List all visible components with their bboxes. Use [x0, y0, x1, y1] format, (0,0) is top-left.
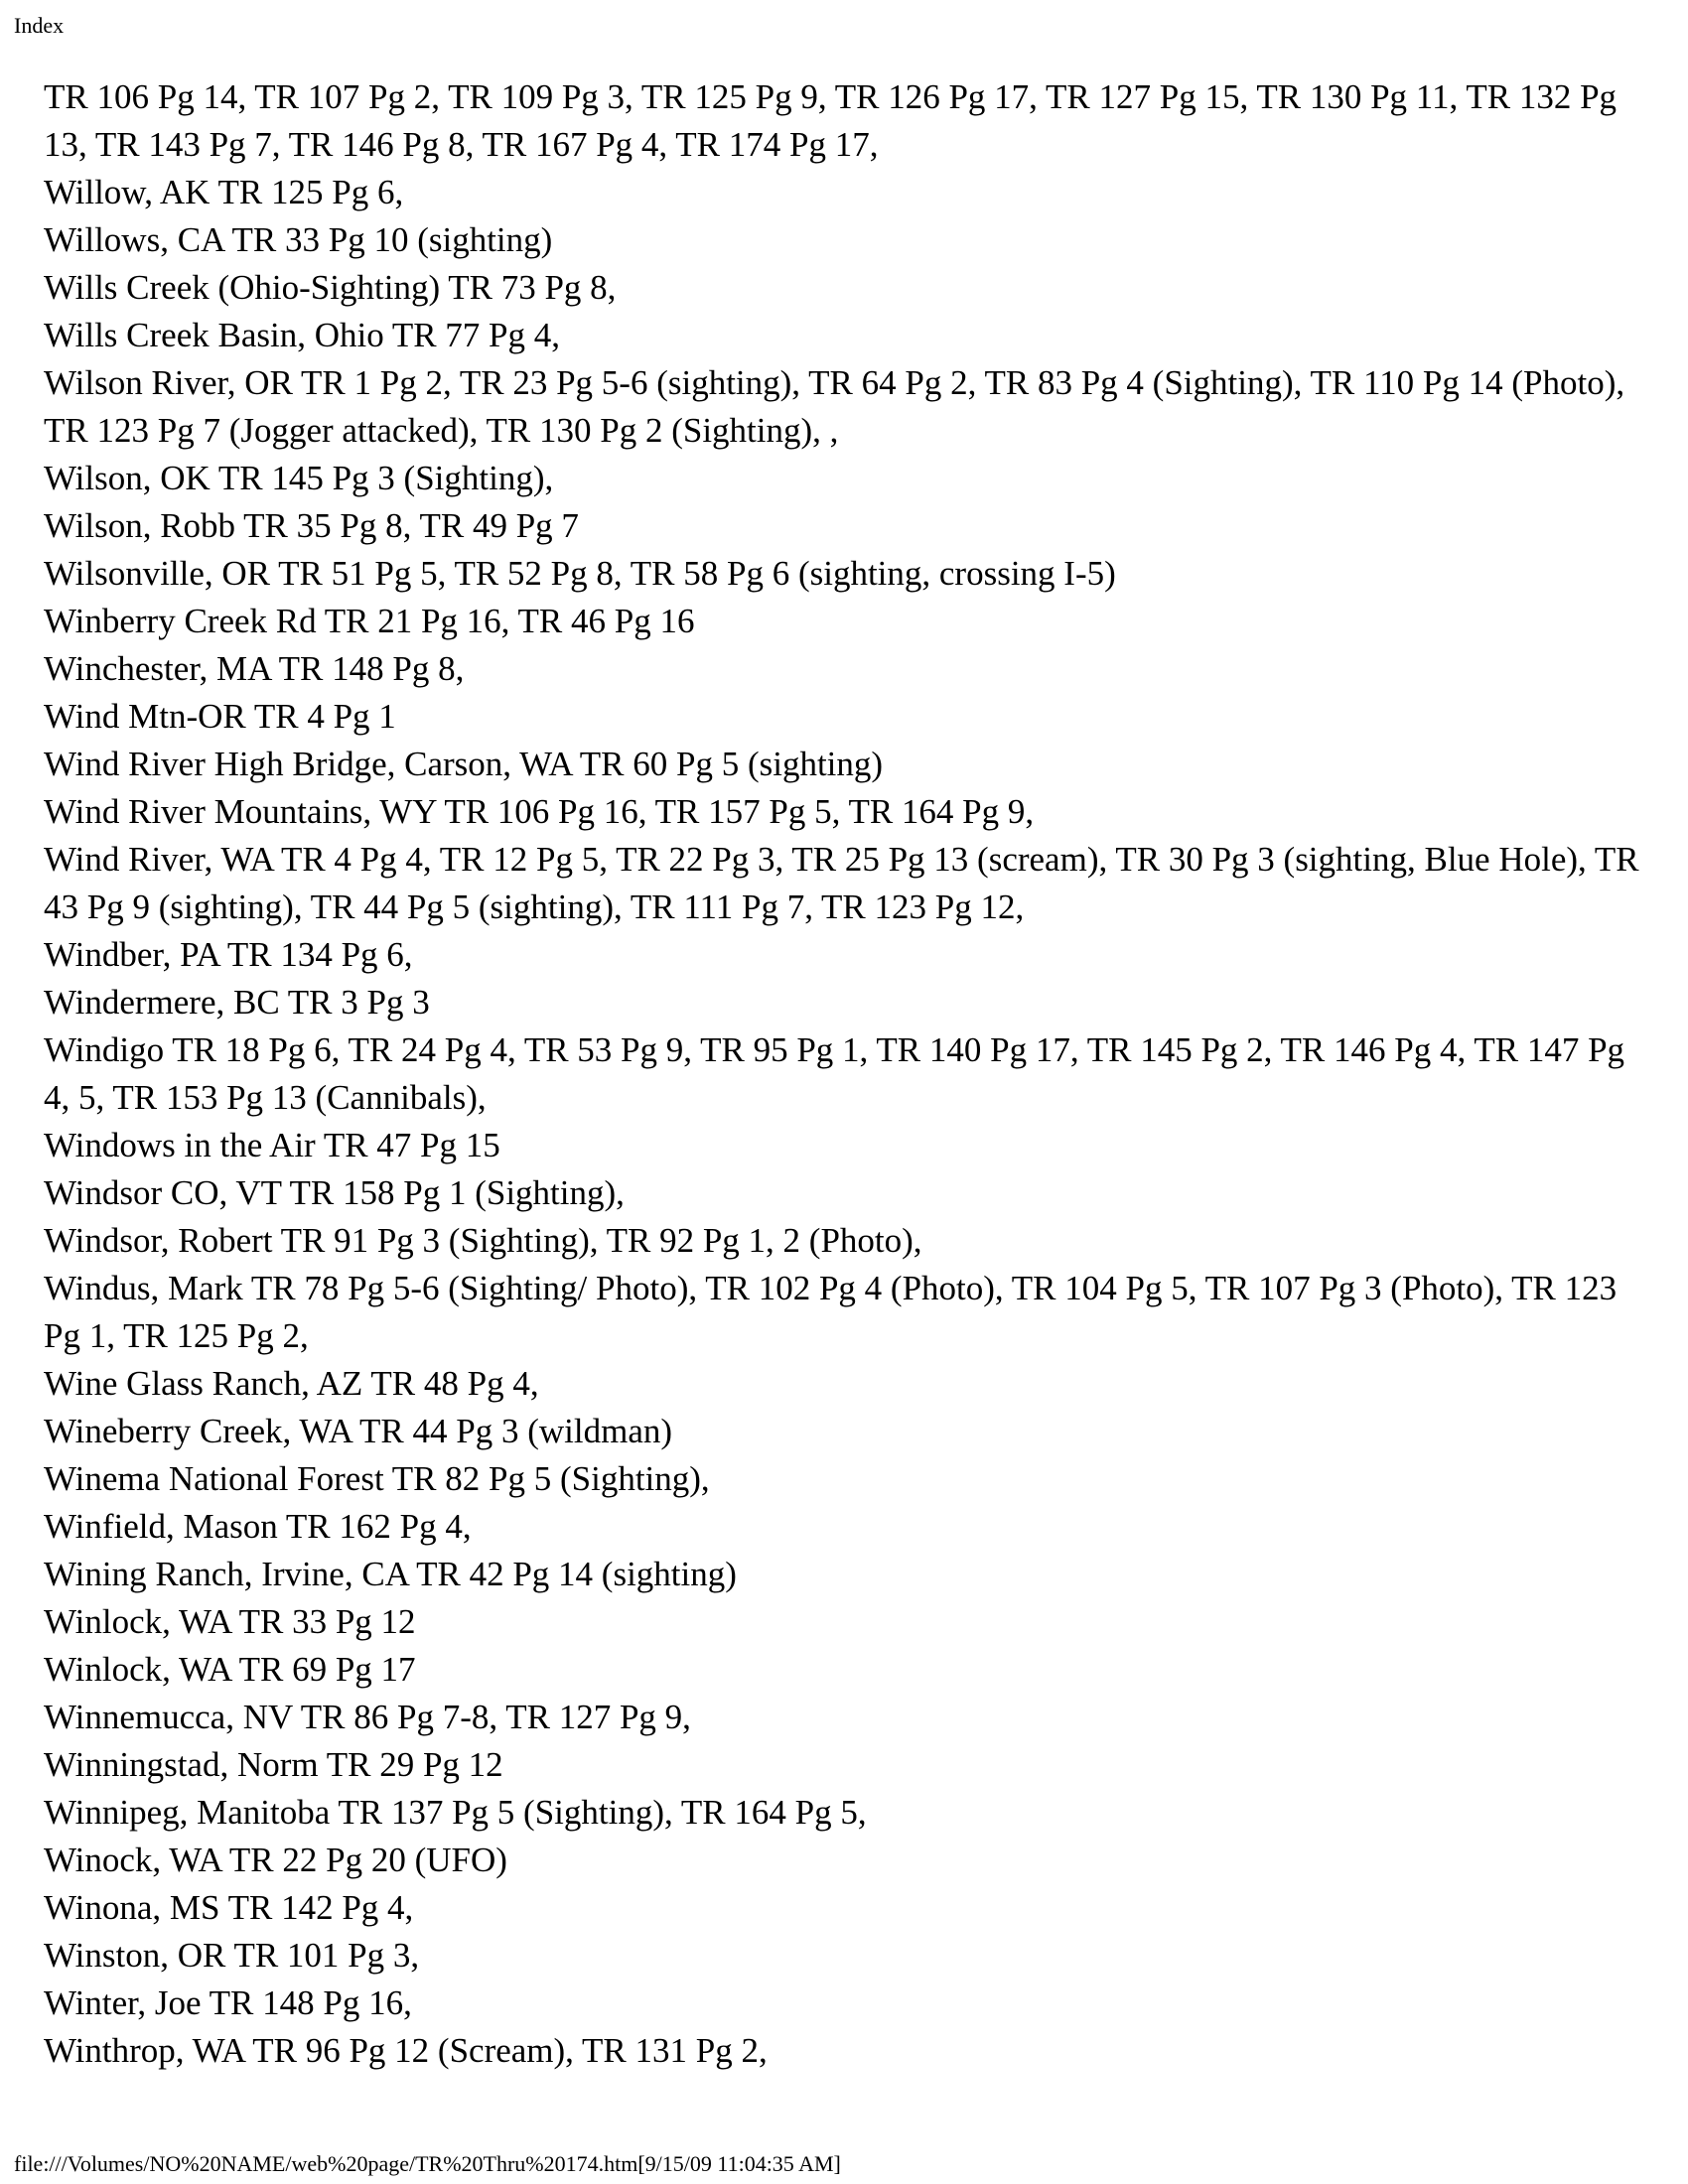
index-entry: Winningstad, Norm TR 29 Pg 12: [44, 1745, 503, 1784]
index-entry: Windigo TR 18 Pg 6, TR 24 Pg 4, TR 53 Pg 9, TR 95 Pg 1, TR 140 Pg 17, TR 145 Pg 2, TR 146 Pg 4, TR 147 Pg 4, 5, TR 153 Pg 13 (Cannibals),: [44, 1030, 1625, 1117]
index-entry: Winter, Joe TR 148 Pg 16,: [44, 1983, 412, 2022]
index-entry: Winona, MS TR 142 Pg 4,: [44, 1888, 414, 1927]
index-entry: Winthrop, WA TR 96 Pg 12 (Scream), TR 131 Pg 2,: [44, 2031, 768, 2070]
index-entry: Wills Creek Basin, Ohio TR 77 Pg 4,: [44, 316, 561, 354]
index-entry: Wilsonville, OR TR 51 Pg 5, TR 52 Pg 8, TR 58 Pg 6 (sighting, crossing I-5): [44, 554, 1116, 593]
page-footer-url: file:///Volumes/NO%20NAME/web%20page/TR%20Thru%20174.htm[9/15/09 11:04:35 AM]: [14, 2151, 841, 2176]
index-entry: Winchester, MA TR 148 Pg 8,: [44, 649, 465, 688]
index-entry: Windermere, BC TR 3 Pg 3: [44, 983, 430, 1022]
index-entry: Wind Mtn-OR TR 4 Pg 1: [44, 697, 396, 736]
index-entry: Windus, Mark TR 78 Pg 5-6 (Sighting/ Photo), TR 102 Pg 4 (Photo), TR 104 Pg 5, TR 107 Pg 3 (Photo), TR 123 Pg 1, TR 125 Pg 2,: [44, 1269, 1618, 1355]
index-entry: Winnemucca, NV TR 86 Pg 7-8, TR 127 Pg 9,: [44, 1698, 691, 1736]
index-entry: Wilson, OK TR 145 Pg 3 (Sighting),: [44, 459, 554, 497]
index-entry: Winlock, WA TR 69 Pg 17: [44, 1650, 416, 1689]
index-entry: Wilson, Robb TR 35 Pg 8, TR 49 Pg 7: [44, 506, 579, 545]
index-entry: Windsor, Robert TR 91 Pg 3 (Sighting), TR 92 Pg 1, 2 (Photo),: [44, 1221, 922, 1260]
index-entry: Winock, WA TR 22 Pg 20 (UFO): [44, 1841, 507, 1879]
index-entry: Wilson River, OR TR 1 Pg 2, TR 23 Pg 5-6 (sighting), TR 64 Pg 2, TR 83 Pg 4 (Sighting), TR 110 Pg 14 (Photo), TR 123 Pg 7 (Jogger attacked), TR 130 Pg 2 (Sighting), ,: [44, 363, 1625, 450]
index-entry: Wills Creek (Ohio-Sighting) TR 73 Pg 8,: [44, 268, 617, 307]
index-entry: Winston, OR TR 101 Pg 3,: [44, 1936, 420, 1975]
index-entry: Windsor CO, VT TR 158 Pg 1 (Sighting),: [44, 1173, 625, 1212]
index-entry: Windows in the Air TR 47 Pg 15: [44, 1126, 500, 1164]
index-entry-list: [44, 73, 1652, 2075]
index-entry: Wind River, WA TR 4 Pg 4, TR 12 Pg 5, TR 22 Pg 3, TR 25 Pg 13 (scream), TR 30 Pg 3 (sighting, Blue Hole), TR 43 Pg 9 (sighting), TR 44 Pg 5 (sighting), TR 111 Pg 7, TR 123 Pg 12,: [44, 840, 1639, 926]
index-entry: Winnipeg, Manitoba TR 137 Pg 5 (Sighting), TR 164 Pg 5,: [44, 1793, 867, 1832]
page-header-title: Index: [14, 13, 65, 38]
index-entry: Windber, PA TR 134 Pg 6,: [44, 935, 413, 974]
index-entry: Winlock, WA TR 33 Pg 12: [44, 1602, 416, 1641]
index-entry: Winfield, Mason TR 162 Pg 4,: [44, 1507, 472, 1546]
index-entry: Willows, CA TR 33 Pg 10 (sighting): [44, 220, 553, 259]
index-entry: Wind River Mountains, WY TR 106 Pg 16, TR 157 Pg 5, TR 164 Pg 9,: [44, 792, 1035, 831]
index-entry: Wine Glass Ranch, AZ TR 48 Pg 4,: [44, 1364, 539, 1403]
index-entry: Willow, AK TR 125 Pg 6,: [44, 173, 404, 211]
index-entry: Winema National Forest TR 82 Pg 5 (Sighting),: [44, 1459, 710, 1498]
index-entry: Wining Ranch, Irvine, CA TR 42 Pg 14 (sighting): [44, 1555, 737, 1593]
index-entry: Wind River High Bridge, Carson, WA TR 60 Pg 5 (sighting): [44, 745, 884, 783]
index-entry: Winberry Creek Rd TR 21 Pg 16, TR 46 Pg 16: [44, 602, 695, 640]
index-entry: Wineberry Creek, WA TR 44 Pg 3 (wildman): [44, 1412, 673, 1450]
index-entry: TR 106 Pg 14, TR 107 Pg 2, TR 109 Pg 3, TR 125 Pg 9, TR 126 Pg 17, TR 127 Pg 15, TR 130 Pg 11, TR 132 Pg 13, TR 143 Pg 7, TR 146 Pg 8, TR 167 Pg 4, TR 174 Pg 17,: [44, 77, 1618, 164]
